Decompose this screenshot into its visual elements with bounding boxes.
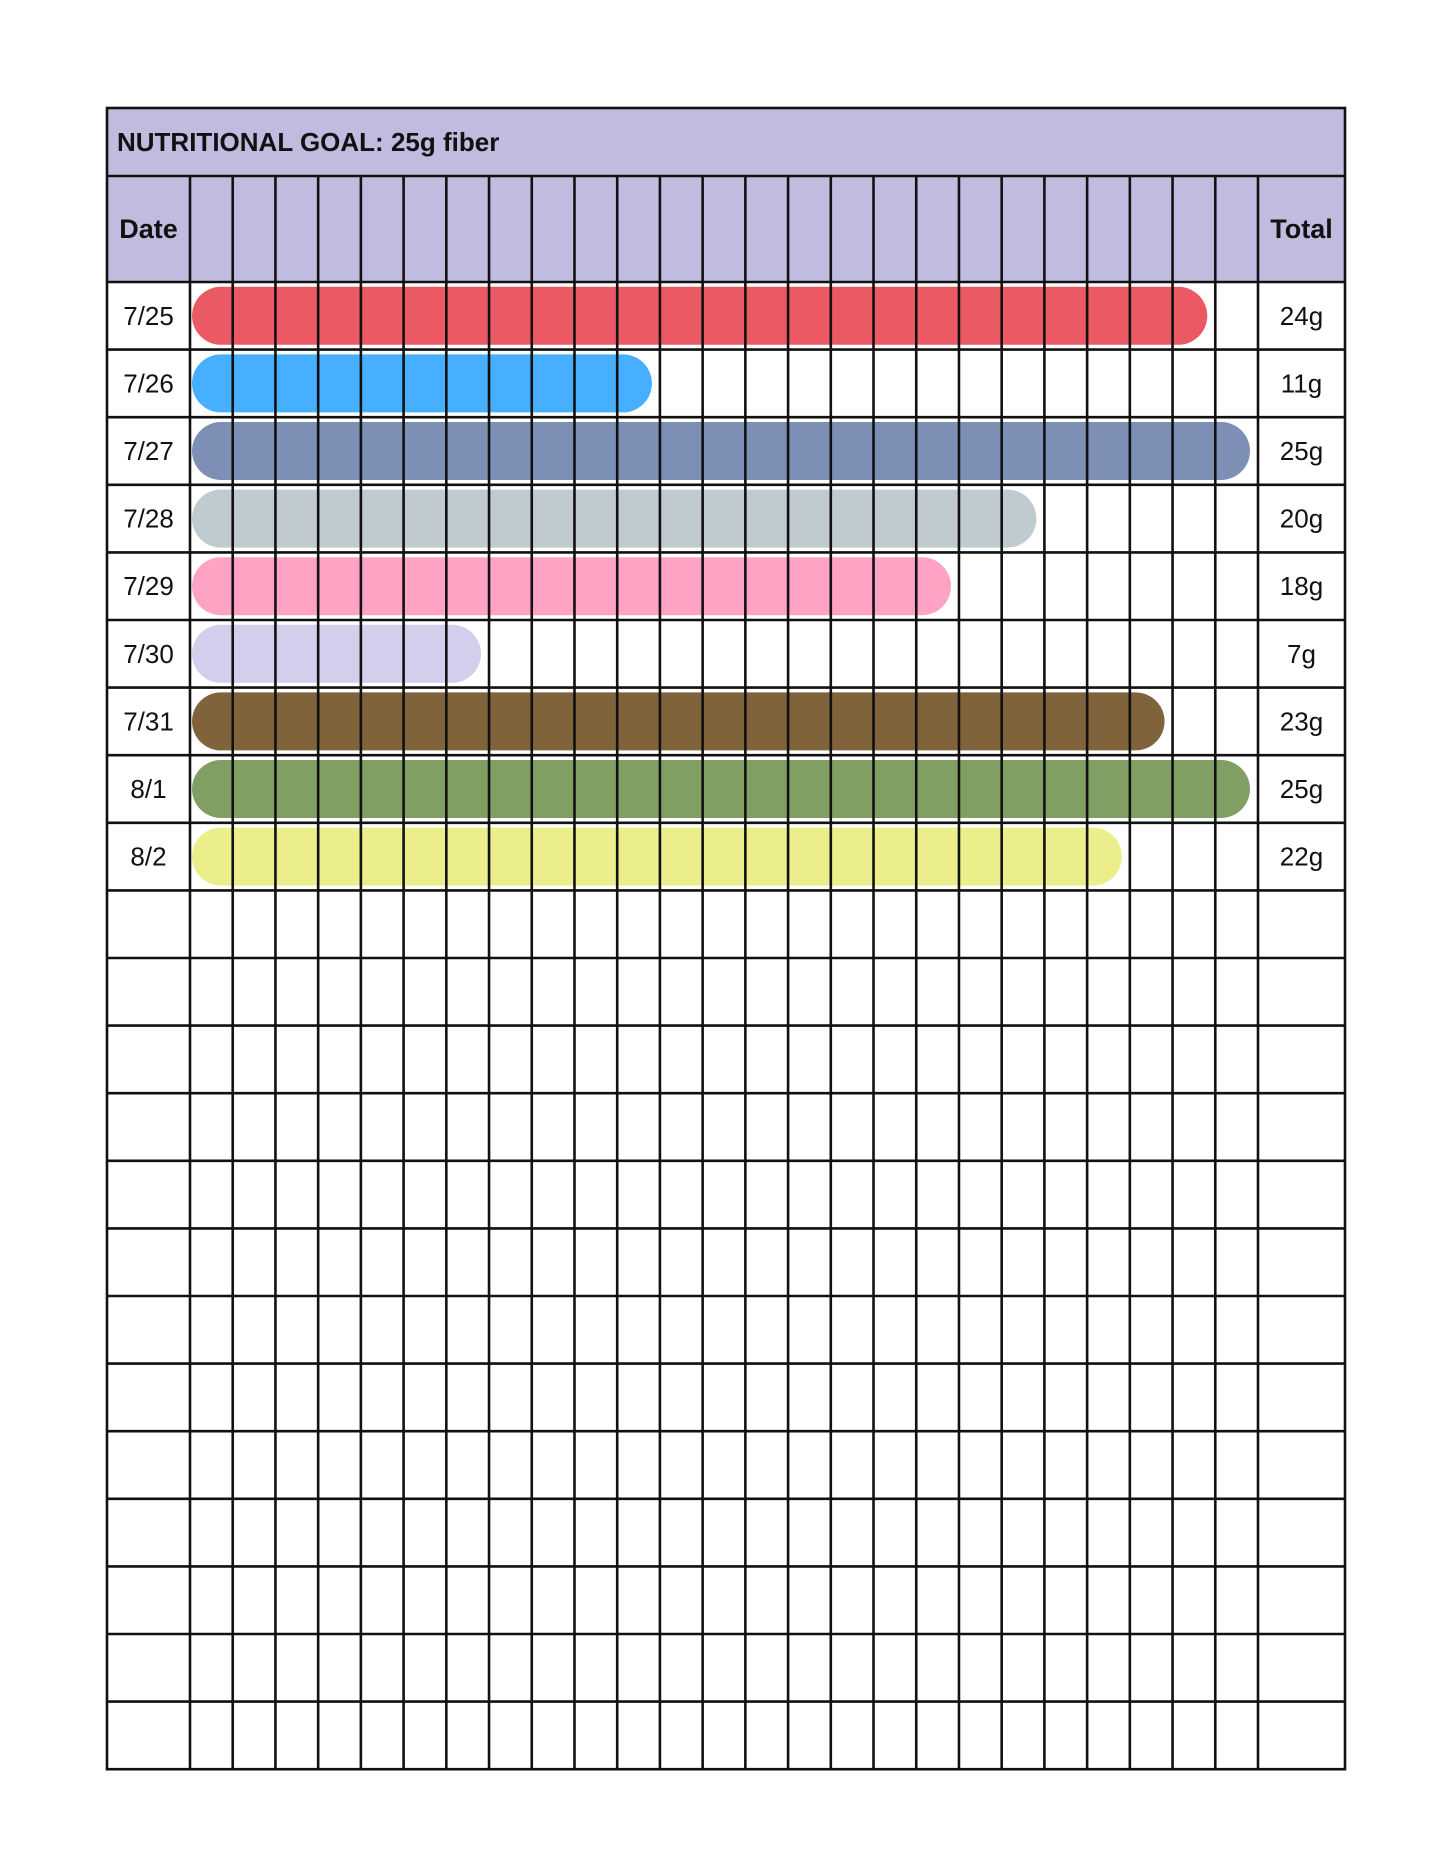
total-label: 22g — [1279, 841, 1324, 872]
total-label: 7g — [1287, 638, 1316, 669]
total-column-header: Total — [1270, 214, 1333, 244]
date-label: 7/26 — [123, 368, 174, 399]
date-label: 8/2 — [130, 841, 167, 872]
total-label: 24g — [1279, 300, 1324, 331]
total-label: 18g — [1279, 571, 1324, 602]
chart-title: NUTRITIONAL GOAL: 25g fiber — [117, 127, 500, 157]
date-label: 7/25 — [123, 300, 174, 331]
bar-8-1 — [192, 760, 1250, 818]
date-label: 8/1 — [130, 774, 167, 804]
bar-7-27 — [192, 422, 1250, 480]
column-header-background — [107, 176, 1345, 282]
bar-8-2 — [192, 828, 1122, 886]
date-label: 7/31 — [123, 706, 174, 737]
date-label: 7/30 — [123, 638, 174, 669]
bar-7-29 — [192, 557, 951, 615]
date-column-header: Date — [119, 214, 178, 244]
date-label: 7/28 — [123, 503, 174, 534]
total-label: 25g — [1279, 774, 1324, 804]
bar-7-26 — [192, 354, 652, 412]
bar-7-25 — [192, 287, 1207, 345]
total-label: 20g — [1279, 503, 1324, 534]
date-label: 7/27 — [123, 436, 174, 466]
bar-7-31 — [192, 692, 1165, 750]
total-label: 11g — [1280, 368, 1323, 399]
bars-layer — [192, 287, 1250, 886]
bar-7-30 — [192, 625, 481, 683]
date-label: 7/29 — [123, 571, 174, 602]
total-label: 23g — [1279, 706, 1324, 737]
total-label: 25g — [1279, 436, 1324, 466]
